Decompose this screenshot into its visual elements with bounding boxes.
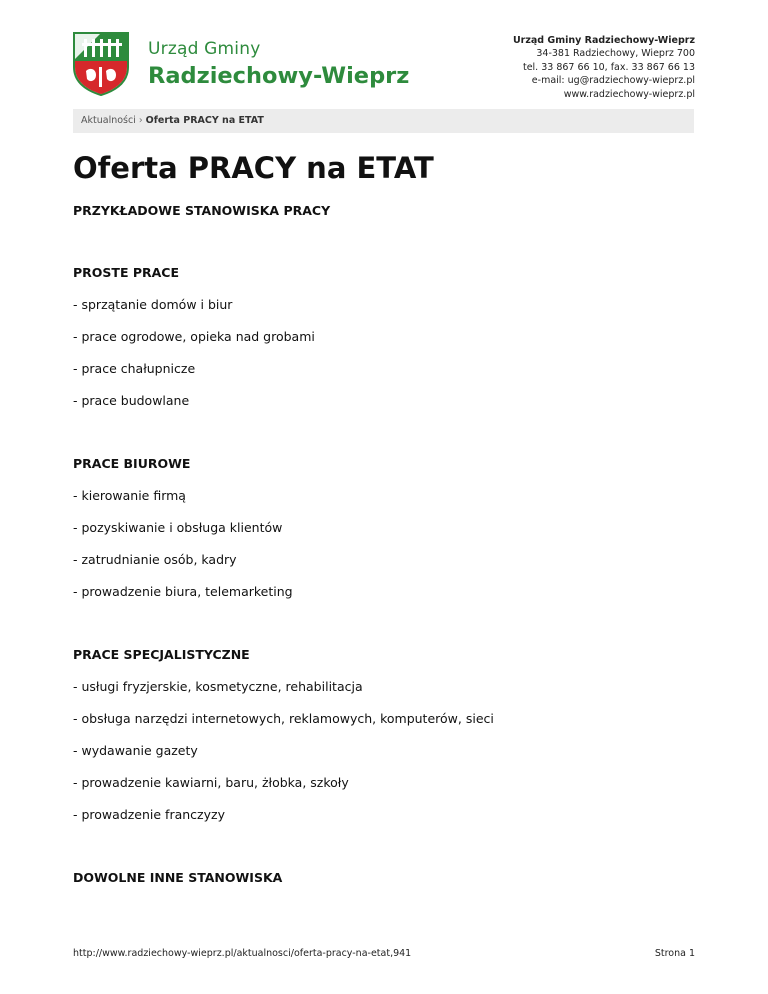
section-title: PRACE BIUROWE [73, 456, 191, 471]
section-prace-specjalistyczne [73, 647, 694, 823]
footer-page-url[interactable]: http://www.radziechowy-wieprz.pl/aktualnosci/oferta-pracy-na-etat,941 [73, 948, 412, 959]
breadcrumb-parent-link[interactable]: Aktualności [81, 115, 136, 126]
page-header [0, 0, 768, 105]
section-dowolne-inne [73, 870, 694, 886]
section-prace-biurowe [73, 456, 694, 600]
logo-subtitle: Urząd Gminy [148, 39, 261, 59]
list-item: - prowadzenie franczyzy [73, 807, 225, 822]
list-item: - sprzątanie domów i biur [73, 297, 233, 312]
list-item: - prace ogrodowe, opieka nad grobami [73, 329, 315, 344]
section-title: PROSTE PRACE [73, 265, 180, 280]
list-item: - prowadzenie biura, telemarketing [73, 584, 293, 599]
article-content [73, 150, 694, 886]
section-title: DOWOLNE INNE STANOWISKA [73, 870, 283, 885]
contact-title: Urząd Gminy Radziechowy-Wieprz [512, 35, 695, 46]
coat-of-arms-logo [72, 31, 130, 97]
breadcrumb [73, 109, 694, 133]
contact-address: 34-381 Radziechowy, Wieprz 700 [536, 48, 695, 60]
list-item: - prace chałupnicze [73, 361, 196, 376]
contact-phone: tel. 33 867 66 10, fax. 33 867 66 13 [522, 61, 695, 73]
list-item: - kierowanie firmą [73, 488, 186, 503]
section-title: PRACE SPECJALISTYCZNE [73, 647, 250, 662]
list-item: - usługi fryzjerskie, kosmetyczne, rehabilitacja [73, 679, 363, 694]
contact-email[interactable]: e-mail: ug@radziechowy-wieprz.pl [531, 75, 695, 87]
page-title: Oferta PRACY na ETAT [73, 151, 434, 185]
list-item: - wydawanie gazety [73, 743, 198, 758]
article-subheading: PRZYKŁADOWE STANOWISKA PRACY [73, 203, 331, 218]
contact-block [513, 34, 695, 101]
site-logo-text[interactable] [148, 38, 409, 90]
logo-title: Radziechowy-Wieprz [148, 63, 410, 89]
breadcrumb-separator: › [138, 115, 143, 126]
list-item: - obsługa narzędzi internetowych, reklamowych, komputerów, sieci [73, 711, 494, 726]
list-item: - prace budowlane [73, 393, 190, 408]
section-proste-prace [73, 265, 694, 409]
breadcrumb-current: Oferta PRACY na ETAT [145, 115, 264, 126]
contact-website[interactable]: www.radziechowy-wieprz.pl [563, 88, 695, 100]
list-item: - prowadzenie kawiarni, baru, żłobka, szkoły [73, 775, 349, 790]
footer-page-number: Strona 1 [654, 948, 695, 959]
list-item: - pozyskiwanie i obsługa klientów [73, 520, 283, 535]
list-item: - zatrudnianie osób, kadry [73, 552, 237, 567]
